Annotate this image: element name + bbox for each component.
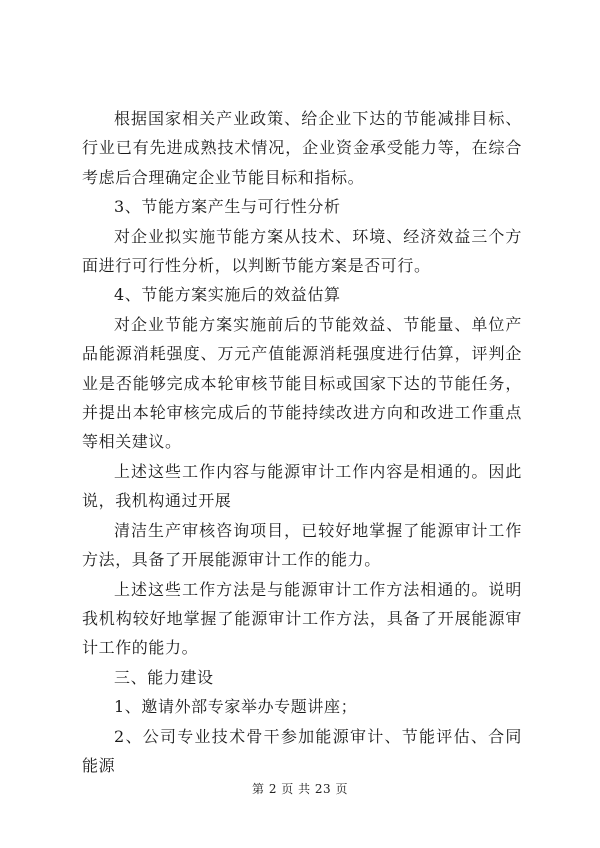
paragraph-target-setting: 根据国家相关产业政策、给企业下达的节能减排目标、行业已有先进成熟技术情况，企业资金承受能力等，在综合考虑后合理确定企业节能目标和指标。 — [82, 109, 522, 187]
page-indicator: 第 2 页 共 23 页 — [252, 782, 348, 796]
list-item-staff-training: 2、公司专业技术骨干参加能源审计、节能评估、合同能源 — [82, 726, 522, 775]
paragraph-feasibility-analysis: 对企业拟实施节能方案从技术、环境、经济效益三个方面进行可行性分析，以判断节能方案是否可行。 — [82, 226, 522, 276]
heading-benefit-estimate: 4、节能方案实施后的效益估算 — [114, 285, 341, 305]
paragraph-work-content: 上述这些工作内容与能源审计工作内容是相通的。因此说，我机构通过开展 — [82, 461, 522, 511]
heading-feasibility-analysis: 3、节能方案产生与可行性分析 — [114, 197, 341, 217]
document-body — [82, 104, 522, 780]
heading-capacity-building: 三、能力建设 — [114, 667, 214, 687]
paragraph-benefit-estimate: 对企业节能方案实施前后的节能效益、节能量、单位产品能源消耗强度、万元产值能源消耗强度进行估算，评判企业是否能够完成本轮审核节能目标或国家下达的节能任务，并提出本轮审核完成后的节能持续改进方向和改进工作重点等相关建议。 — [82, 314, 522, 452]
paragraph-work-methods: 上述这些工作方法是与能源审计工作方法相通的。说明我机构较好地掌握了能源审计工作方法，具备了开展能源审计工作的能力。 — [82, 579, 522, 658]
list-item-expert-lectures: 1、邀请外部专家举办专题讲座； — [114, 697, 358, 717]
paragraph-cleaner-production: 清洁生产审核咨询项目，已较好地掌握了能源审计工作方法，具备了开展能源审计工作的能力。 — [82, 520, 522, 570]
